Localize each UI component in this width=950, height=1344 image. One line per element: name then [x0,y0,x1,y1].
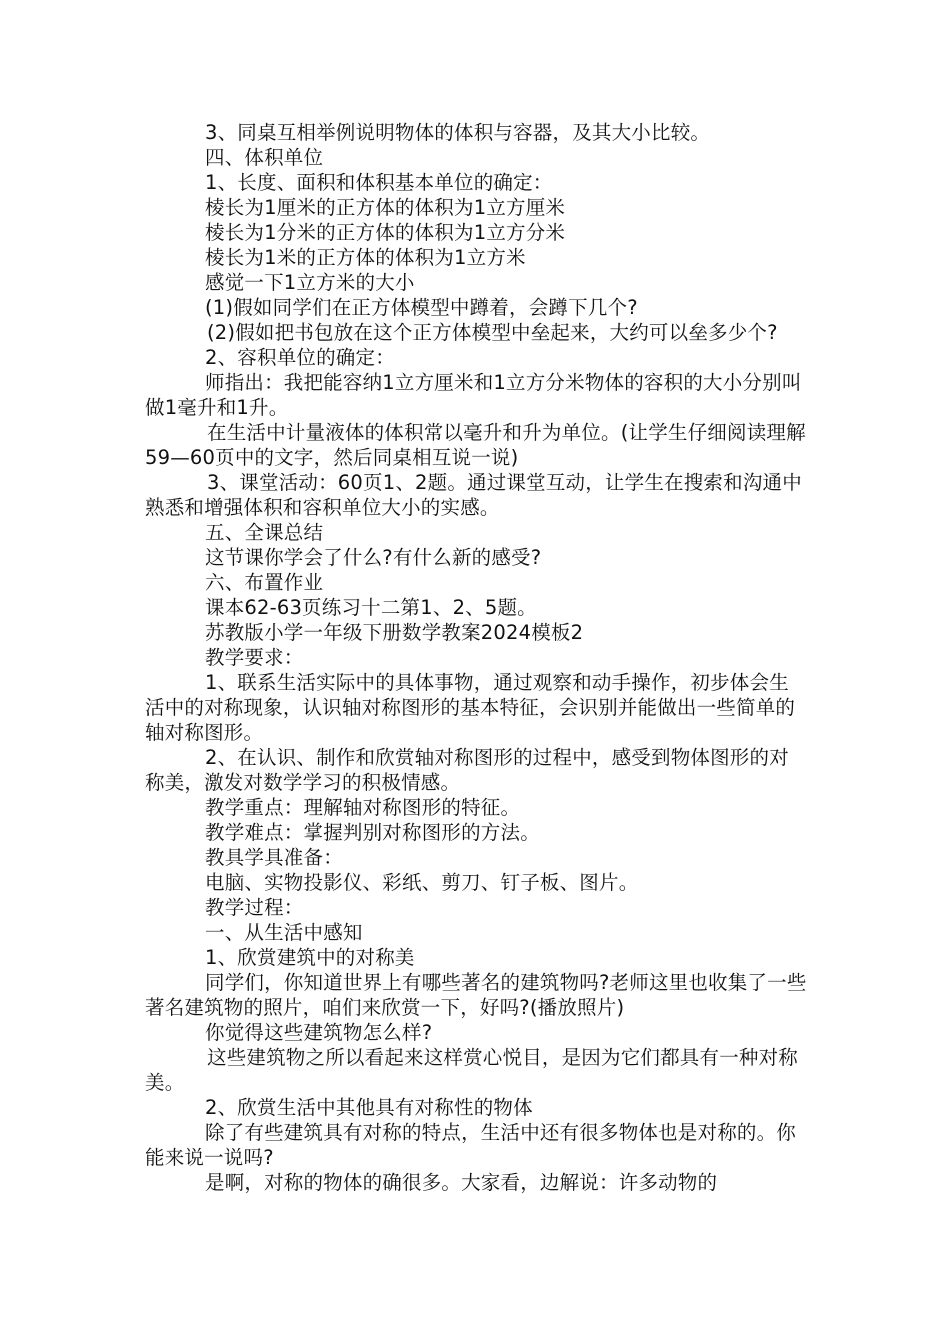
paragraph: 电脑、实物投影仪、彩纸、剪刀、钉子板、图片。 [205,871,639,894]
section-heading: 五、全课总结 [205,521,324,544]
paragraph: 教学要求： [205,646,304,669]
paragraph: 2、欣赏生活中其他具有对称性的物体 [205,1096,533,1119]
paragraph: 棱长为1米的正方体的体积为1立方米 [205,246,526,269]
paragraph: 除了有些建筑具有对称的特点，生活中还有很多物体也是对称的。你能来说一说吗? [145,1121,797,1169]
paragraph: 3、同桌互相举例说明物体的体积与容器，及其大小比较。 [205,121,711,144]
section-heading: 六、布置作业 [205,571,324,594]
paragraph: 教学过程： [205,896,304,919]
paragraph: 2、容积单位的确定： [205,346,395,369]
document-body [145,120,808,1195]
section-heading: 四、体积单位 [205,146,324,169]
paragraph: 教学难点：掌握判别对称图形的方法。 [205,821,540,844]
paragraph: 感觉一下1立方米的大小 [205,271,415,294]
paragraph: 1、联系生活实际中的具体事物，通过观察和动手操作，初步体会生活中的对称现象，认识轴对称图形的基本特征，会识别并能做出一些简单的轴对称图形。 [145,671,796,744]
paragraph: (1)假如同学们在正方体模型中蹲着，会蹲下几个? [205,296,638,319]
paragraph: 师指出：我把能容纳1立方厘米和1立方分米物体的容积的大小分别叫做1毫升和1升。 [145,371,802,419]
paragraph: 在生活中计量液体的体积常以毫升和升为单位。(让学生仔细阅读理解59—60页中的文字，然后同桌相互说一说) [145,421,806,469]
paragraph: 这些建筑物之所以看起来这样赏心悦目，是因为它们都具有一种对称美。 [145,1046,799,1094]
paragraph: 课本62-63页练习十二第1、2、5题。 [205,596,537,619]
paragraph: 1、欣赏建筑中的对称美 [205,946,415,969]
paragraph: 1、长度、面积和体积基本单位的确定： [205,171,553,194]
paragraph: 棱长为1厘米的正方体的体积为1立方厘米 [205,196,566,219]
paragraph: 2、在认识、制作和欣赏轴对称图形的过程中，感受到物体图形的对称美，激发对数学学习的积极情感。 [145,746,789,794]
document-subtitle: 苏教版小学一年级下册数学教案2024模板2 [205,621,584,644]
section-heading: 一、从生活中感知 [205,921,363,944]
paragraph: 棱长为1分米的正方体的体积为1立方分米 [205,221,566,244]
paragraph: 同学们，你知道世界上有哪些著名的建筑物吗?老师这里也收集了一些著名建筑物的照片，咱们来欣赏一下，好吗?(播放照片) [145,971,807,1019]
paragraph: 这节课你学会了什么?有什么新的感受? [205,546,542,569]
paragraph: 教学重点：理解轴对称图形的特征。 [205,796,521,819]
paragraph: 3、课堂活动：60页1、2题。通过课堂互动，让学生在搜索和沟通中熟悉和增强体积和容积单位大小的实感。 [145,471,802,519]
paragraph: 是啊，对称的物体的确很多。大家看，边解说：许多动物的 [205,1171,718,1194]
paragraph: (2)假如把书包放在这个正方体模型中垒起来，大约可以垒多少个? [207,321,778,344]
paragraph: 教具学具准备： [205,846,343,869]
paragraph: 你觉得这些建筑物怎么样? [205,1021,433,1044]
